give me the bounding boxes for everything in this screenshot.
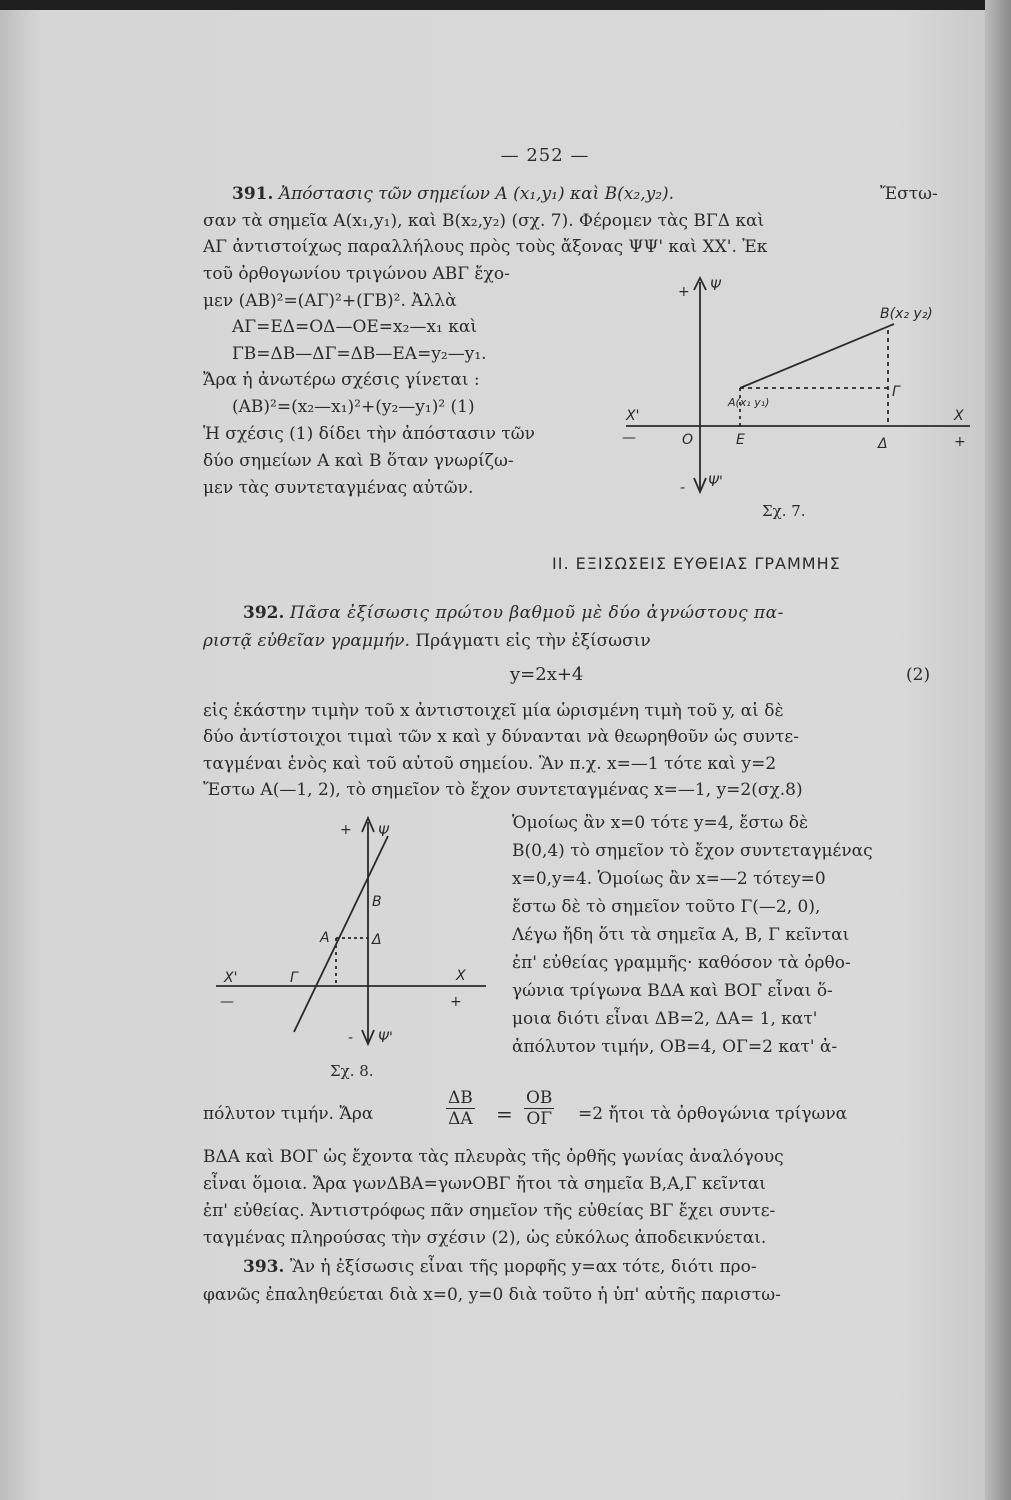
text-line: δύο ἀντίστοιχοι τιμαὶ τῶν x καὶ y δύνανται νὰ θεωρηθοῦν ὡς συντε- [203,727,799,747]
fraction-numerator: ΟΒ [526,1088,553,1108]
fig8-label-b: B [372,894,382,910]
fig8-label-psi: Ψ [378,824,390,840]
text-line: σαν τὰ σημεῖα Α(x₁,y₁), καὶ Β(x₂,y₂) (σχ. 7). Φέρομεν τὰς ΒΓΔ καὶ [203,211,765,231]
text-line: x=0,y=4. Ὁμοίως ἂν x=—2 τότεy=0 [512,869,826,889]
fig8-label-x: X [456,968,466,984]
text-line: Ὁμοίως ἂν x=0 τότε y=4, ἔστω δὲ [512,813,809,833]
fig7-label-xprime: X' [626,408,640,424]
text-line: Λέγω ἤδη ὅτι τὰ σημεῖα Α, Β, Γ κεῖνται [512,925,850,945]
scan-top-border [0,0,1011,10]
fraction-ob-og [524,1088,554,1129]
figure-7 [618,270,978,530]
figure-8 [210,810,500,1090]
fraction-db-da [446,1088,475,1129]
fig8-label-xprime: X' [224,970,238,986]
section-392-title-line2: ριστᾷ εὐθεῖαν γραμμήν. [203,631,410,651]
text-line: μοια διότι εἶναι ΔΒ=2, ΔΑ= 1, κατ' [512,1009,818,1029]
text-line: γώνια τρίγωνα ΒΔΑ καὶ ΒΟΓ εἶναι ὅ- [512,981,833,1001]
equals-sign: = [496,1102,513,1126]
fraction-denominator: ΟΓ [526,1109,553,1129]
scan-right-edge [985,0,1011,1500]
fig7-label-minus-left: — [622,430,636,446]
text-line: μεν τὰς συντεταγμένας αὐτῶν. [203,478,474,498]
page-number: — 252 — [500,145,590,166]
section-392-intro: Πράγματι εἰς τὴν ἐξίσωσιν [415,631,651,651]
fig8-label-plus-right: + [450,994,462,1010]
text-line: εἰς ἑκάστην τιμὴν τοῦ x ἀντιστοιχεῖ μία ὡρισμένη τιμὴ τοῦ y, αἱ δὲ [203,701,784,721]
fig7-label-a: A(x₁ y₁) [728,396,770,409]
text-line: φανῶς ἐπαληθεύεται διὰ x=0, y=0 διὰ τοῦτο ἡ ὑπ' αὐτῆς παριστω- [203,1285,781,1305]
section-391-heading [232,183,674,205]
formula-1: (ΑΒ)²=(x₂—x₁)²+(y₂—y₁)² (1) [232,397,475,417]
section-392-number: 392. [243,603,285,623]
text-line: ταγμένας πληρούσας τὴν σχέσιν (2), ὡς εὐκόλως ἀποδεικνύεται. [203,1228,767,1248]
text-line: Ἔστω- [880,184,938,204]
fig8-label-g: Γ [290,970,298,986]
fig7-label-b: B(x₂ y₂) [880,306,933,322]
text-line: πόλυτον τιμήν. Ἄρα [203,1104,374,1124]
section-391-number: 391. [232,184,274,204]
text-line: Ἔστω Α(—1, 2), τὸ σημεῖον τὸ ἔχον συντεταγμένας x=—1, y=2(σχ.8) [203,780,803,800]
section-391-title: Ἀπόστασις τῶν σημείων Α (x₁,y₁) καὶ Β(x₂,y₂). [278,184,675,204]
text-line: δύο σημείων Α καὶ Β ὅταν γνωρίζω- [203,451,514,471]
fraction-denominator: ΔΑ [448,1109,473,1129]
text-line: ταγμέναι ἑνὸς καὶ τοῦ αὐτοῦ σημείου. Ἂν π.χ. x=—1 τότε καὶ y=2 [203,754,777,774]
text-line: Β(0,4) τὸ σημεῖον τὸ ἔχον συντεταγμένας [512,841,873,861]
fig7-label-plus-right: + [954,434,966,450]
section-392-title-continued [203,630,651,652]
fig8-label-a: A [320,930,330,946]
section-392-title: Πᾶσα ἐξίσωσις πρώτου βαθμοῦ μὲ δύο ἀγνώστους πα- [289,603,784,623]
fig7-segment-ab [740,324,894,388]
text-line: =2 ἤτοι τὰ ὀρθογώνια τρίγωνα [578,1104,848,1124]
text-line: ἐπ' εὐθείας γραμμῆς· καθόσον τὰ ὀρθο- [512,953,851,973]
fig7-label-g: Γ [892,384,900,400]
text-line: ἀπόλυτον τιμήν, ΟΒ=4, ΟΓ=2 κατ' ἀ- [512,1037,838,1057]
fig8-label-minus-bottom: - [348,1030,354,1046]
fig8-label-psi-prime: Ψ' [378,1030,393,1046]
fig7-caption: Σχ. 7. [762,502,806,520]
text-line: ΑΓ ἀντιστοίχως παραλλήλους πρὸς τοὺς ἄξονας ΨΨ' καὶ XX'. Ἐκ [203,237,768,257]
text-line: ΒΔΑ καὶ ΒΟΓ ὡς ἔχοντα τὰς πλευρὰς τῆς ὀρθῆς γωνίας ἀναλόγους [203,1147,784,1167]
text-line: Ἡ σχέσις (1) δίδει τὴν ἀπόστασιν τῶν [203,424,535,444]
section-392-heading [243,602,784,624]
fig8-label-d: Δ [372,932,382,948]
section-393-line1 [243,1256,757,1278]
fig7-label-psi-prime: Ψ' [708,474,723,490]
fig8-label-plus-top: + [340,822,352,838]
text-line: ἔστω δὲ τὸ σημεῖον τοῦτο Γ(—2, 0), [512,897,821,917]
text-line: Ἄρα ἡ ἀνωτέρω σχέσις γίνεται : [203,370,480,390]
section-393-number: 393. [243,1257,285,1277]
section-393-text: Ἂν ἡ ἐξίσωσις εἶναι τῆς μορφῆς y=αx τότε, διότι προ- [289,1257,757,1277]
text-line: ἐπ' εὐθείας. Ἀντιστρόφως πᾶν σημεῖον τῆς εὐθείας ΒΓ ἔχει συντε- [203,1201,776,1221]
fig7-label-e: E [736,432,745,448]
fraction-numerator: ΔΒ [448,1088,473,1108]
fig7-label-d: Δ [878,436,888,452]
fig7-label-minus-bottom: - [680,480,686,496]
equation-2: y=2x+4 [510,664,584,685]
fig7-label-o: O [682,432,694,448]
text-line: ΑΓ=ΕΔ=ΟΔ—ΟΕ=x₂—x₁ καὶ [232,317,478,337]
fig7-label-plus-top: + [678,284,690,300]
fig7-label-psi: Ψ [710,278,722,294]
fig8-caption: Σχ. 8. [330,1062,374,1080]
text-line: τοῦ ὀρθογωνίου τριγώνου ΑΒΓ ἔχο- [203,264,510,284]
fig7-label-x: X [954,408,964,424]
text-line: ΓΒ=ΔΒ—ΔΓ=ΔΒ—ΕΑ=y₂—y₁. [232,344,487,364]
text-line: μεν (ΑΒ)²=(ΑΓ)²+(ΓΒ)². Ἀλλὰ [203,291,457,311]
equation-2-number: (2) [906,665,931,685]
fig8-label-minus-left: — [220,994,234,1010]
section-heading: ΙΙ. ΕΞΙΣΩΣΕΙΣ ΕΥΘΕΙΑΣ ΓΡΑΜΜΗΣ [552,554,841,573]
text-line: εἶναι ὅμοια. Ἄρα γωνΔΒΑ=γωνΟΒΓ ἤτοι τὰ σημεῖα Β,Α,Γ κεῖνται [203,1174,766,1194]
